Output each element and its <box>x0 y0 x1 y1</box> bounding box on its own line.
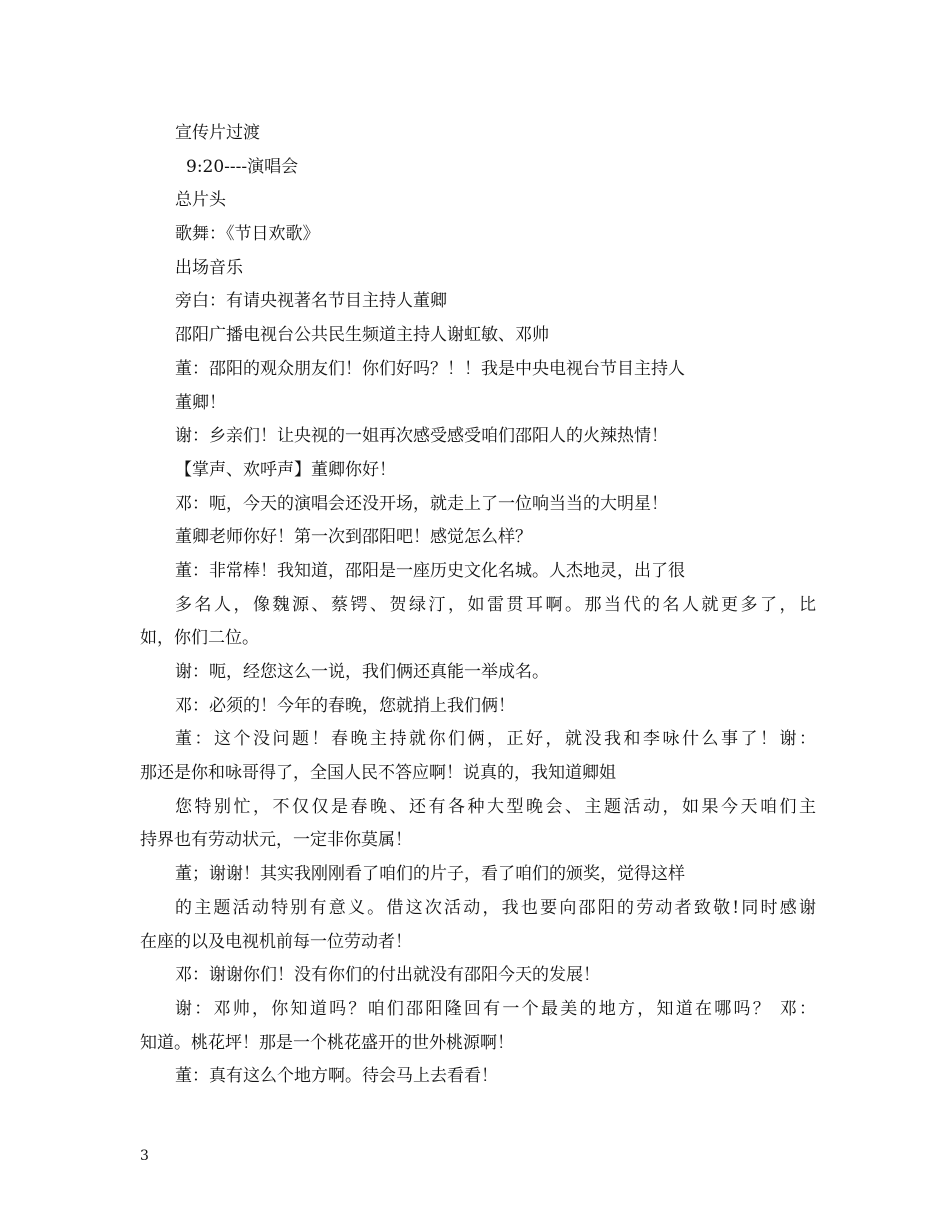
text-line: 出场音乐 <box>175 257 243 278</box>
text-line: 多名人，像魏源、蔡锷、贺绿汀，如雷贯耳啊。那当代的名人就更多了，比 <box>175 594 816 615</box>
text-line: 知道。桃花坪！那是一个桃花盛开的世外桃源啊！ <box>140 1032 514 1053</box>
text-line: 您特别忙，不仅仅是春晚、还有各种大型晚会、主题活动，如果今天咱们主 <box>175 796 816 817</box>
text-line: 【掌声、欢呼声】董卿你好！ <box>175 459 396 480</box>
text-line: 总片头 <box>175 190 226 211</box>
text-line: 董卿老师你好！第一次到邵阳吧！感觉怎么样？ <box>175 527 532 548</box>
text-line: 在座的以及电视机前每一位劳动者！ <box>140 931 412 952</box>
text-line: 谢：呃，经您这么一说，我们俩还真能一举成名。 <box>175 662 549 682</box>
page-number: 3 <box>140 1148 149 1164</box>
text-line: 持界也有劳动状元，一定非你莫属！ <box>140 830 412 851</box>
text-line: 的主题活动特别有意义。借这次活动，我也要向邵阳的劳动者致敬!同时感谢 <box>175 897 816 918</box>
text-line: 董：这个没问题！春晚主持就你们俩，正好，就没我和李咏什么事了！谢： <box>175 729 816 750</box>
text-line: 宣传片过渡 <box>175 123 260 143</box>
text-line: 谢：邓帅，你知道吗？咱们邵阳隆回有一个最美的地方，知道在哪吗？ 邓： <box>175 998 816 1019</box>
text-line: 董：非常棒！我知道，邵阳是一座历史文化名城。人杰地灵，出了很 <box>175 560 685 581</box>
text-line: 如，你们二位。 <box>140 628 259 649</box>
text-line: 邵阳广播电视台公共民生频道主持人谢虹敏、邓帅 <box>175 325 549 346</box>
text-line: 董：邵阳的观众朋友们！你们好吗？！！我是中央电视台节目主持人 <box>175 358 685 379</box>
text-line: 董：真有这么个地方啊。待会马上去看看！ <box>175 1066 498 1087</box>
text-line: 董；谢谢！其实我刚刚看了咱们的片子，看了咱们的颁奖，觉得这样 <box>175 864 685 885</box>
text-line: 董卿！ <box>175 392 226 413</box>
text-line: 邓：呃，今天的演唱会还没开场，就走上了一位响当当的大明星！ <box>175 493 668 514</box>
text-line: 邓：必须的！今年的春晚，您就捎上我们俩！ <box>175 695 515 716</box>
text-line: 邓：谢谢你们！没有你们的付出就没有邵阳今天的发展！ <box>175 965 600 986</box>
text-line: 歌舞：《节日欢歌》 <box>175 224 320 245</box>
text-line: 9:20----演唱会 <box>186 156 299 177</box>
text-line: 旁白：有请央视著名节目主持人董卿 <box>175 291 447 312</box>
body-text <box>140 117 816 1094</box>
text-line: 那还是你和咏哥得了，全国人民不答应啊！说真的，我知道卿姐 <box>140 763 616 784</box>
text-line: 谢：乡亲们！让央视的一姐再次感受感受咱们邵阳人的火辣热情！ <box>175 426 668 447</box>
